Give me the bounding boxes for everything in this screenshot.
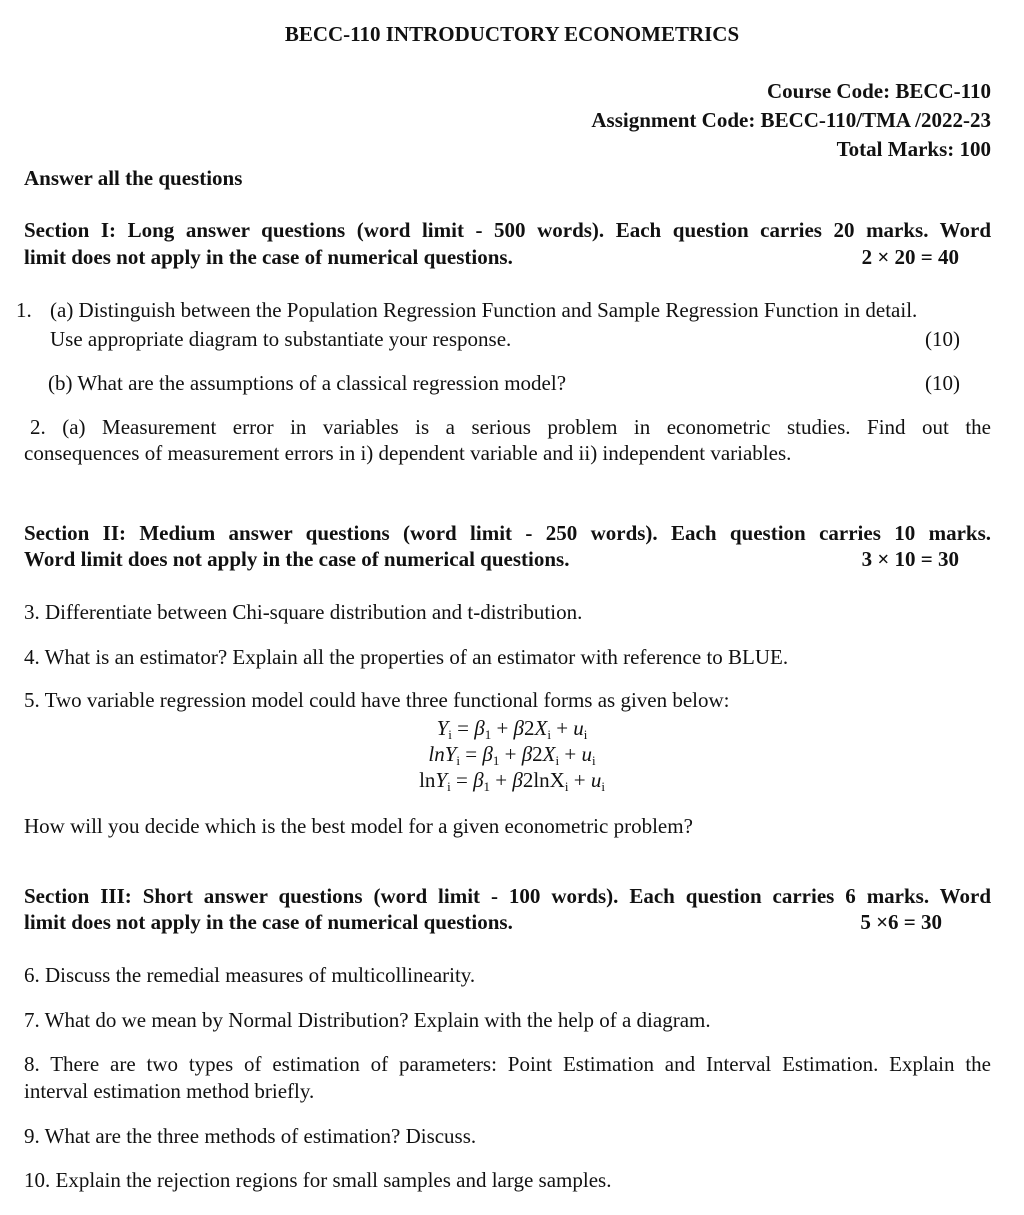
equation-log-lin: $\ln Y_i = \beta_1 + \beta 2X_i + u_i$ bbox=[428, 742, 596, 768]
equation-log-log: $\ln Y_i = \beta_1 + \beta 2\ln X_i + u_i$ bbox=[419, 768, 605, 794]
section-2-marks: 3 × 10 = 30 bbox=[861, 547, 959, 571]
document-title: BECC-110 INTRODUCTORY ECONOMETRICS bbox=[284, 22, 740, 46]
question-1b-marks: (10) bbox=[925, 371, 960, 395]
question-5-intro: 5. Two variable regression model could have three functional forms as given below: bbox=[24, 688, 730, 712]
question-2-line2: consequences of measurement errors in i) dependent variable and ii) independent variables. bbox=[24, 441, 792, 465]
section-2-heading: Section II: Medium answer questions (word limit - 250 words). Each question carries 10 marks. bbox=[24, 521, 991, 545]
section-3-heading: Section III: Short answer questions (word limit - 100 words). Each question carries 6 marks. Word bbox=[24, 884, 991, 908]
section-2-subheading: Word limit does not apply in the case of numerical questions. bbox=[24, 547, 570, 571]
question-7: 7. What do we mean by Normal Distribution? Explain with the help of a diagram. bbox=[24, 1008, 711, 1032]
question-3: 3. Differentiate between Chi-square distribution and t-distribution. bbox=[24, 600, 583, 624]
question-4: 4. What is an estimator? Explain all the properties of an estimator with reference to BLUE. bbox=[24, 645, 789, 669]
question-1a-marks: (10) bbox=[925, 327, 960, 351]
equation-linear: $Y_i = \beta_1 + \beta 2X_i + u_i$ bbox=[436, 716, 588, 742]
question-6: 6. Discuss the remedial measures of multicollinearity. bbox=[24, 963, 476, 987]
question-9: 9. What are the three methods of estimation? Discuss. bbox=[24, 1124, 477, 1148]
question-2-line1: 2. (a) Measurement error in variables is a serious problem in econometric studies. Find out the bbox=[30, 415, 991, 439]
question-1-number: 1. bbox=[16, 298, 32, 322]
question-1a-line1: (a) Distinguish between the Population Regression Function and Sample Regression Function in detail. bbox=[50, 298, 918, 322]
question-10: 10. Explain the rejection regions for small samples and large samples. bbox=[24, 1168, 612, 1192]
question-8-line2: interval estimation method briefly. bbox=[24, 1079, 315, 1103]
assignment-code: Assignment Code: BECC-110/TMA /2022-23 bbox=[591, 108, 991, 132]
section-3-marks: 5 ×6 = 30 bbox=[860, 910, 942, 934]
question-8-line1: 8. There are two types of estimation of parameters: Point Estimation and Interval Estimation. Explain the bbox=[24, 1052, 991, 1076]
section-3-subheading: limit does not apply in the case of numerical questions. bbox=[24, 910, 513, 934]
question-1b: (b) What are the assumptions of a classical regression model? bbox=[48, 371, 567, 395]
total-marks: Total Marks: 100 bbox=[836, 137, 991, 161]
question-1a-line2: Use appropriate diagram to substantiate your response. bbox=[50, 327, 512, 351]
section-1-subheading: limit does not apply in the case of numerical questions. bbox=[24, 245, 513, 269]
section-1-heading: Section I: Long answer questions (word limit - 500 words). Each question carries 20 marks. Word bbox=[24, 218, 991, 242]
course-code: Course Code: BECC-110 bbox=[767, 79, 991, 103]
question-5-text: How will you decide which is the best model for a given econometric problem? bbox=[24, 814, 693, 838]
instruction: Answer all the questions bbox=[24, 166, 243, 190]
section-1-marks: 2 × 20 = 40 bbox=[861, 245, 959, 269]
